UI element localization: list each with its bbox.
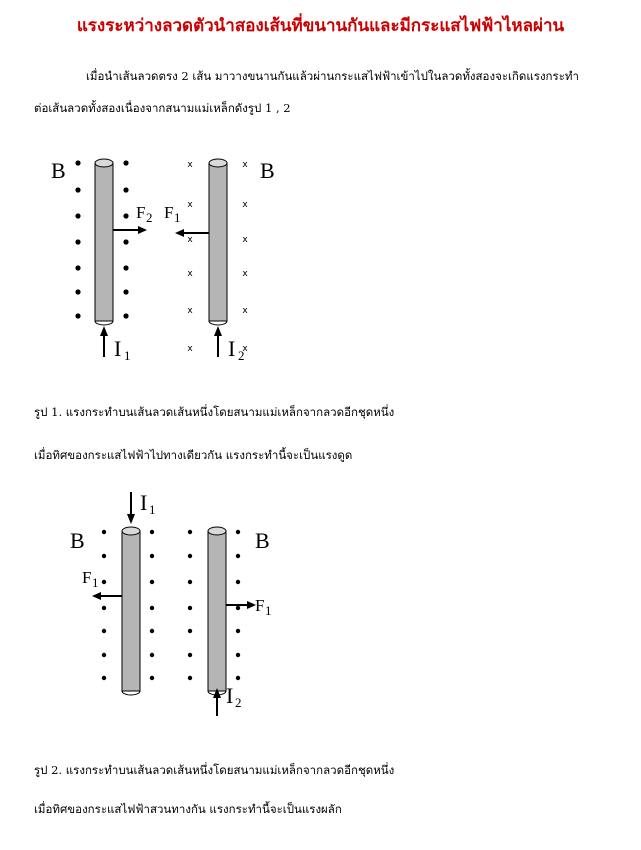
svg-text:x: x bbox=[187, 306, 193, 316]
force-arrow-right-wire bbox=[226, 601, 256, 609]
svg-text:x: x bbox=[187, 200, 193, 210]
force-arrow-left-wire bbox=[92, 592, 122, 600]
force-arrow-left-wire bbox=[113, 226, 147, 234]
label-force-right-sub: 1 bbox=[174, 210, 181, 225]
label-force-right: F bbox=[255, 596, 265, 615]
wire-left bbox=[122, 527, 140, 695]
current-arrow-right bbox=[214, 326, 222, 357]
svg-text:x: x bbox=[242, 269, 248, 279]
svg-text:x: x bbox=[242, 306, 248, 316]
svg-text:x: x bbox=[187, 344, 193, 354]
svg-text:x: x bbox=[187, 160, 193, 170]
label-force-right-sub: 1 bbox=[265, 603, 272, 618]
figure-1-caption: รูป 1. แรงกระทำบนเส้นลวดเส้นหนึ่งโดยสนามแม่เหล็กจากลวดอีกชุดหนึ่ง bbox=[34, 405, 395, 419]
label-current-right-sub: 2 bbox=[238, 348, 245, 363]
svg-text:x: x bbox=[242, 344, 248, 354]
wire-left bbox=[95, 159, 113, 325]
svg-text:x: x bbox=[187, 269, 193, 279]
label-force-left: F bbox=[136, 203, 146, 222]
figure-2-diagram bbox=[60, 490, 280, 725]
figure-2-note: เมื่อทิศของกระแสไฟฟ้าสวนทางกัน แรงกระทำนี้จะเป็นแรงผลัก bbox=[34, 802, 342, 816]
label-b-left: B bbox=[70, 528, 85, 553]
label-force-left-sub: 1 bbox=[92, 575, 99, 590]
label-force-left: F bbox=[82, 568, 92, 587]
label-current-bottom: I bbox=[226, 683, 234, 708]
label-force-right: F bbox=[164, 203, 174, 222]
label-force-left-sub: 2 bbox=[146, 210, 153, 225]
svg-text:x: x bbox=[242, 235, 248, 245]
intro-paragraph-line-2: ต่อเส้นลวดทั้งสองเนื่องจากสนามแม่เหล็กดังรูป 1 , 2 bbox=[34, 101, 291, 115]
figure-2-caption: รูป 2. แรงกระทำบนเส้นลวดเส้นหนึ่งโดยสนามแม่เหล็กจากลวดอีกชุดหนึ่ง bbox=[34, 763, 395, 777]
svg-text:x: x bbox=[242, 160, 248, 170]
label-current-left: I bbox=[114, 336, 122, 361]
svg-text:x: x bbox=[187, 235, 193, 245]
label-b-left: B bbox=[51, 158, 66, 183]
label-current-top-sub: 1 bbox=[149, 502, 156, 517]
current-arrow-top bbox=[127, 492, 135, 524]
label-b-right: B bbox=[260, 158, 275, 183]
figure-1-diagram bbox=[40, 150, 280, 365]
current-arrow-left bbox=[100, 326, 108, 357]
wire-right bbox=[208, 527, 226, 695]
svg-text:x: x bbox=[242, 200, 248, 210]
page-title: แรงระหว่างลวดตัวนำสองเส้นที่ขนานกันและมีกระแสไฟฟ้าไหลผ่าน bbox=[76, 16, 565, 36]
label-current-right: I bbox=[228, 336, 236, 361]
label-b-right: B bbox=[255, 528, 270, 553]
label-current-left-sub: 1 bbox=[124, 348, 131, 363]
figure-1-note: เมื่อทิศของกระแสไฟฟ้าไปทางเดียวกัน แรงกระทำนี้จะเป็นแรงดูด bbox=[34, 448, 353, 462]
wire-right bbox=[209, 159, 227, 325]
intro-paragraph-line-1: เมื่อนำเส้นลวดตรง 2 เส้น มาวางขนานกันแล้วผ่านกระแสไฟฟ้าเข้าไปในลวดทั้งสองจะเกิดแรงกระทำ bbox=[86, 69, 579, 83]
current-arrow-bottom bbox=[213, 688, 221, 716]
label-current-top: I bbox=[140, 490, 148, 515]
label-current-bottom-sub: 2 bbox=[235, 695, 242, 710]
